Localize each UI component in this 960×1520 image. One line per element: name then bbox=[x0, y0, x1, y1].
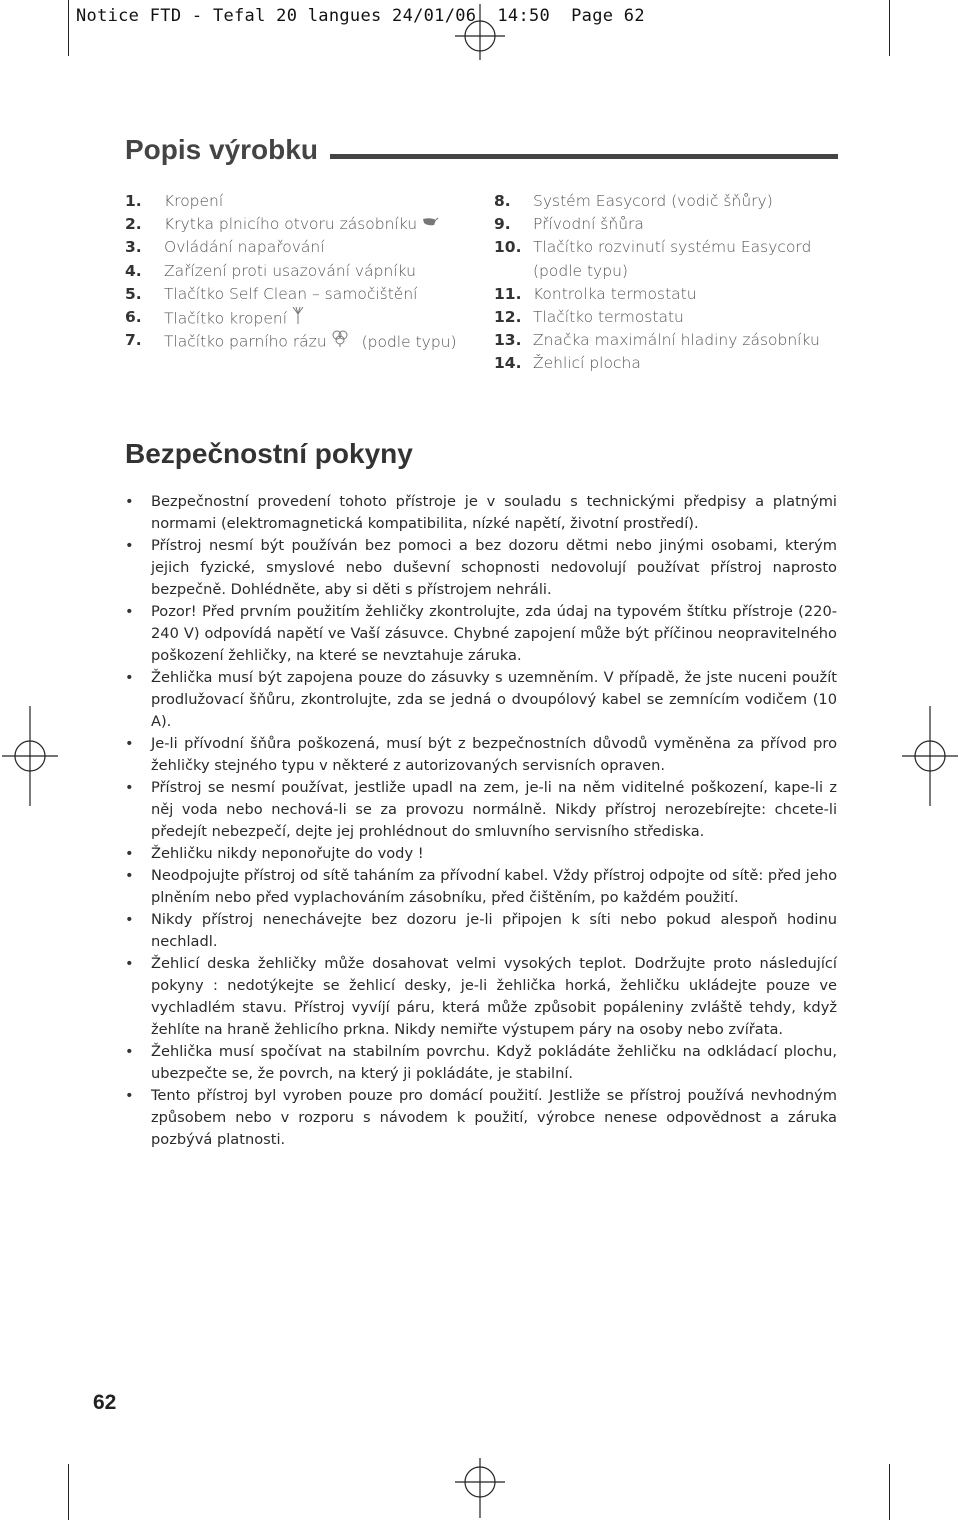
list-item: • Je-li přívodní šňůra poškozená, musí být z bezpečnostních důvodů vyměněna za přívod pro žehličky stejného typu v některé z autorizovaných servisních opraven. bbox=[125, 733, 837, 777]
section-title-product: Popis výrobku bbox=[125, 134, 318, 165]
safety-list bbox=[125, 491, 837, 1151]
registration-mark-right bbox=[900, 706, 960, 806]
crop-mark bbox=[889, 0, 890, 56]
steam-burst-icon bbox=[331, 329, 349, 355]
registration-mark-left bbox=[0, 706, 60, 806]
title-rule bbox=[330, 154, 838, 159]
print-slug: Notice FTD - Tefal 20 langues 24/01/06 14:50 Page 62 bbox=[76, 6, 645, 26]
crop-mark bbox=[889, 1464, 890, 1520]
water-fill-icon bbox=[421, 213, 439, 236]
registration-mark-bottom bbox=[450, 1458, 510, 1518]
registration-mark-top bbox=[450, 4, 510, 60]
section-title-safety: Bezpečnostní pokyny bbox=[125, 438, 413, 469]
list-item: • Bezpečnostní provedení tohoto přístroje je v souladu s technickými předpisy a platnými normami (elektromagnetická kompatibilita, nízké napětí, životní prostředí). bbox=[125, 491, 837, 535]
list-item: • Přístroj se nesmí používat, jestliže upadl na zem, je-li na něm viditelné poškození, kape-li z něj voda nebo nechová-li se za provozu normálně. Nikdy přístroj nerozebírejte: chcete-li předejít nebezpečí, dejte jej prohlédnout do smluvního servisního střediska. bbox=[125, 777, 837, 843]
list-item: • Žehlicí deska žehličky může dosahovat velmi vysokých teplot. Dodržujte proto následující pokyny : nedotýkejte se žehlicí desky, je-li žehlička horká, žehličku ukládejte pouze ve vychladlém stavu. Přístroj vyvíjí páru, která může způsobit popáleniny zvláště tehdy, když žehlíte na hraně žehlicího prkna. Nikdy nemiřte výstupem páry na osoby nebo zvířata. bbox=[125, 953, 837, 1041]
list-item: • Žehlička musí být zapojena pouze do zásuvky s uzemněním. V případě, že jste nuceni použít prodlužovací šňůru, zkontrolujte, zda se jedná o dvoupólový kabel se zemnícím vodičem (10 A). bbox=[125, 667, 837, 733]
list-item: • Přístroj nesmí být používán bez pomoci a bez dozoru dětmi nebo jinými osobami, kterým jejich fyzické, smyslové nebo duševní schopnosti nedovolují používat přístroj naprosto bezpečně. Dohlédněte, aby si děti s přístrojem nehráli. bbox=[125, 535, 837, 601]
list-item: • Nikdy přístroj nenechávejte bez dozoru je-li připojen k síti nebo pokud alespoň hodinu nechladl. bbox=[125, 909, 837, 953]
list-item: • Žehlička musí spočívat na stabilním povrchu. Když pokládáte žehličku na odkládací plochu, ubezpečte se, že povrch, na který ji pokládáte, je stabilní. bbox=[125, 1041, 837, 1085]
crop-mark bbox=[68, 1464, 69, 1520]
list-item: • Tento přístroj byl vyroben pouze pro domácí použití. Jestliže se přístroj používá nevhodným způsobem nebo v rozporu s návodem k použití, výrobce nenese odpovědnost a záruka pozbývá platnosti. bbox=[125, 1085, 837, 1151]
page-number: 62 bbox=[93, 1391, 117, 1414]
list-item: • Pozor! Před prvním použitím žehličky zkontrolujte, zda údaj na typovém štítku přístroje (220-240 V) odpovídá napětí ve Vaší zásuvce. Chybné zapojení může být příčinou neopravitelného poškození žehličky, na které se nevztahuje záruka. bbox=[125, 601, 837, 667]
list-item: • Neodpojujte přístroj od sítě taháním za přívodní kabel. Vždy přístroj odpojte od sítě: před jeho plněním nebo před vyplachováním zásobníku, před čištěním, po každém použití. bbox=[125, 865, 837, 909]
list-item: • Žehličku nikdy neponořujte do vody ! bbox=[125, 843, 837, 865]
crop-mark bbox=[68, 0, 69, 56]
